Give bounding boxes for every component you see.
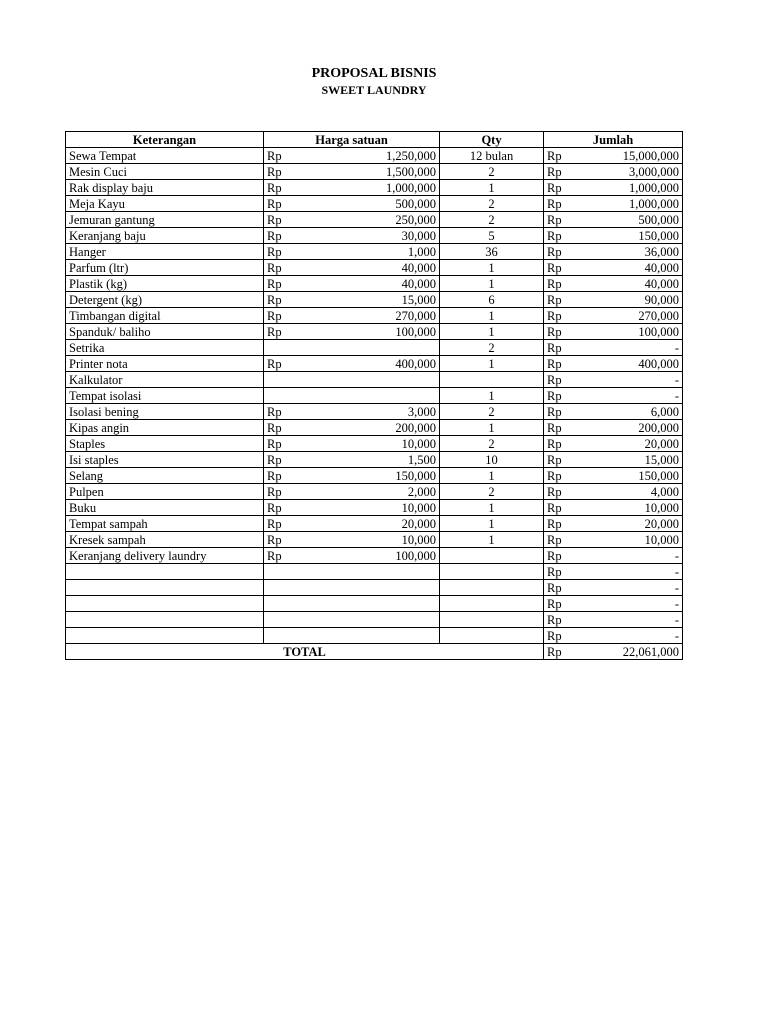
item-cell: Setrika [66, 340, 264, 356]
table-row [66, 244, 683, 260]
table-row [66, 180, 683, 196]
item-cell: Hanger [66, 244, 264, 260]
price-cell: 10,000 [309, 500, 440, 516]
total-currency-cell: Rp [544, 260, 589, 276]
qty-cell: 10 [440, 452, 544, 468]
table-row [66, 500, 683, 516]
total-currency-cell: Rp [544, 452, 589, 468]
table-row [66, 420, 683, 436]
price-currency-cell: Rp [264, 356, 309, 372]
price-cell: 40,000 [309, 260, 440, 276]
price-cell: 270,000 [309, 308, 440, 324]
qty-cell: 1 [440, 516, 544, 532]
price-currency-cell [264, 612, 309, 628]
table-row [66, 164, 683, 180]
price-currency-cell: Rp [264, 452, 309, 468]
price-currency-cell: Rp [264, 260, 309, 276]
amount-cell: - [589, 580, 683, 596]
total-currency-cell: Rp [544, 484, 589, 500]
qty-cell: 2 [440, 484, 544, 500]
amount-cell: - [589, 388, 683, 404]
qty-cell: 1 [440, 260, 544, 276]
item-cell: Printer nota [66, 356, 264, 372]
table-row [66, 548, 683, 564]
total-currency-cell: Rp [544, 196, 589, 212]
item-cell: Tempat sampah [66, 516, 264, 532]
total-currency-cell: Rp [544, 228, 589, 244]
qty-cell: 1 [440, 356, 544, 372]
amount-cell: 1,000,000 [589, 196, 683, 212]
document-title: PROPOSAL BISNIS [311, 66, 437, 81]
price-cell: 1,500 [309, 452, 440, 468]
table-row [66, 388, 683, 404]
total-row [66, 644, 683, 660]
total-currency-cell: Rp [544, 548, 589, 564]
qty-cell: 1 [440, 468, 544, 484]
price-currency-cell: Rp [264, 180, 309, 196]
table-row [66, 324, 683, 340]
amount-cell: 20,000 [589, 436, 683, 452]
item-cell: Staples [66, 436, 264, 452]
amount-cell: 150,000 [589, 468, 683, 484]
amount-cell: 400,000 [589, 356, 683, 372]
price-currency-cell [264, 388, 309, 404]
item-cell: Keranjang delivery laundry [66, 548, 264, 564]
price-currency-cell: Rp [264, 148, 309, 164]
item-cell: Isolasi bening [66, 404, 264, 420]
item-cell [66, 564, 264, 580]
price-currency-cell: Rp [264, 404, 309, 420]
total-currency-cell: Rp [544, 388, 589, 404]
item-cell: Spanduk/ baliho [66, 324, 264, 340]
qty-cell: 1 [440, 388, 544, 404]
total-currency-cell: Rp [544, 180, 589, 196]
amount-cell: - [589, 612, 683, 628]
total-label: TOTAL [66, 644, 544, 660]
price-cell: 30,000 [309, 228, 440, 244]
item-cell: Meja Kayu [66, 196, 264, 212]
table-row [66, 212, 683, 228]
qty-cell: 2 [440, 212, 544, 228]
price-cell: 400,000 [309, 356, 440, 372]
amount-cell: 90,000 [589, 292, 683, 308]
qty-cell: 2 [440, 404, 544, 420]
price-currency-cell: Rp [264, 468, 309, 484]
table-row [66, 532, 683, 548]
item-cell: Jemuran gantung [66, 212, 264, 228]
table-row [66, 516, 683, 532]
item-cell: Selang [66, 468, 264, 484]
price-cell: 1,000 [309, 244, 440, 260]
qty-cell: 2 [440, 436, 544, 452]
price-cell: 10,000 [309, 532, 440, 548]
price-currency-cell [264, 596, 309, 612]
price-currency-cell [264, 372, 309, 388]
qty-cell [440, 372, 544, 388]
price-cell [309, 340, 440, 356]
total-currency-cell: Rp [544, 244, 589, 260]
item-cell: Timbangan digital [66, 308, 264, 324]
total-currency-cell: Rp [544, 516, 589, 532]
total-currency-cell: Rp [544, 500, 589, 516]
item-cell [66, 612, 264, 628]
item-cell: Kipas angin [66, 420, 264, 436]
total-currency-cell: Rp [544, 372, 589, 388]
price-currency-cell: Rp [264, 324, 309, 340]
qty-cell: 2 [440, 340, 544, 356]
table-row [66, 612, 683, 628]
amount-cell: - [589, 628, 683, 644]
total-currency-cell: Rp [544, 532, 589, 548]
table-row [66, 484, 683, 500]
table-row [66, 308, 683, 324]
price-cell [309, 564, 440, 580]
item-cell: Plastik (kg) [66, 276, 264, 292]
price-cell [309, 596, 440, 612]
total-currency-cell: Rp [544, 308, 589, 324]
table-row [66, 148, 683, 164]
table-body [66, 148, 683, 644]
total-currency: Rp [544, 644, 589, 660]
item-cell [66, 580, 264, 596]
total-currency-cell: Rp [544, 324, 589, 340]
qty-cell: 1 [440, 532, 544, 548]
item-cell [66, 628, 264, 644]
amount-cell: - [589, 564, 683, 580]
price-cell: 15,000 [309, 292, 440, 308]
table-row [66, 564, 683, 580]
price-cell [309, 628, 440, 644]
total-currency-cell: Rp [544, 404, 589, 420]
total-currency-cell: Rp [544, 212, 589, 228]
item-cell: Kresek sampah [66, 532, 264, 548]
price-cell [309, 372, 440, 388]
table-row [66, 356, 683, 372]
amount-cell: 36,000 [589, 244, 683, 260]
price-cell [309, 388, 440, 404]
qty-cell: 1 [440, 276, 544, 292]
qty-cell: 1 [440, 180, 544, 196]
item-cell: Rak display baju [66, 180, 264, 196]
budget-table [65, 131, 683, 660]
total-currency-cell: Rp [544, 468, 589, 484]
header-harga-satuan: Harga satuan [264, 132, 440, 148]
qty-cell: 1 [440, 500, 544, 516]
amount-cell: 500,000 [589, 212, 683, 228]
price-cell: 1,000,000 [309, 180, 440, 196]
amount-cell: 150,000 [589, 228, 683, 244]
amount-cell: 100,000 [589, 324, 683, 340]
price-cell: 3,000 [309, 404, 440, 420]
item-cell: Detergent (kg) [66, 292, 264, 308]
qty-cell: 1 [440, 420, 544, 436]
table-row [66, 596, 683, 612]
table-row [66, 196, 683, 212]
amount-cell: 3,000,000 [589, 164, 683, 180]
total-currency-cell: Rp [544, 596, 589, 612]
amount-cell: - [589, 596, 683, 612]
total-currency-cell: Rp [544, 356, 589, 372]
qty-cell: 1 [440, 324, 544, 340]
total-value: 22,061,000 [589, 644, 683, 660]
price-cell: 100,000 [309, 548, 440, 564]
qty-cell [440, 580, 544, 596]
amount-cell: 40,000 [589, 260, 683, 276]
amount-cell: 10,000 [589, 500, 683, 516]
price-cell: 20,000 [309, 516, 440, 532]
amount-cell: 15,000,000 [589, 148, 683, 164]
qty-cell [440, 564, 544, 580]
qty-cell: 36 [440, 244, 544, 260]
table-row [66, 468, 683, 484]
price-currency-cell: Rp [264, 500, 309, 516]
price-cell [309, 580, 440, 596]
price-currency-cell: Rp [264, 212, 309, 228]
qty-cell: 6 [440, 292, 544, 308]
price-cell: 150,000 [309, 468, 440, 484]
amount-cell: 40,000 [589, 276, 683, 292]
price-cell [309, 612, 440, 628]
price-cell: 100,000 [309, 324, 440, 340]
total-currency-cell: Rp [544, 564, 589, 580]
table-row [66, 452, 683, 468]
qty-cell: 2 [440, 196, 544, 212]
table-row [66, 580, 683, 596]
amount-cell: 270,000 [589, 308, 683, 324]
price-currency-cell [264, 580, 309, 596]
qty-cell: 1 [440, 308, 544, 324]
price-cell: 200,000 [309, 420, 440, 436]
price-currency-cell: Rp [264, 516, 309, 532]
total-currency-cell: Rp [544, 580, 589, 596]
header-jumlah: Jumlah [544, 132, 683, 148]
amount-cell: 4,000 [589, 484, 683, 500]
item-cell: Parfum (ltr) [66, 260, 264, 276]
total-currency-cell: Rp [544, 276, 589, 292]
table-row [66, 628, 683, 644]
item-cell: Buku [66, 500, 264, 516]
amount-cell: - [589, 372, 683, 388]
total-currency-cell: Rp [544, 292, 589, 308]
price-currency-cell: Rp [264, 276, 309, 292]
price-currency-cell: Rp [264, 484, 309, 500]
amount-cell: 6,000 [589, 404, 683, 420]
document-subtitle: SWEET LAUNDRY [321, 83, 427, 97]
item-cell [66, 596, 264, 612]
table-row [66, 228, 683, 244]
item-cell: Mesin Cuci [66, 164, 264, 180]
qty-cell: 2 [440, 164, 544, 180]
price-cell: 1,250,000 [309, 148, 440, 164]
price-cell: 500,000 [309, 196, 440, 212]
price-currency-cell: Rp [264, 244, 309, 260]
header-qty: Qty [440, 132, 544, 148]
total-currency-cell: Rp [544, 340, 589, 356]
amount-cell: - [589, 548, 683, 564]
amount-cell: 20,000 [589, 516, 683, 532]
item-cell: Sewa Tempat [66, 148, 264, 164]
price-currency-cell: Rp [264, 228, 309, 244]
price-cell: 10,000 [309, 436, 440, 452]
header-keterangan: Keterangan [66, 132, 264, 148]
table-row [66, 276, 683, 292]
table-row [66, 404, 683, 420]
price-currency-cell: Rp [264, 532, 309, 548]
total-currency-cell: Rp [544, 436, 589, 452]
item-cell: Isi staples [66, 452, 264, 468]
price-cell: 250,000 [309, 212, 440, 228]
total-currency-cell: Rp [544, 148, 589, 164]
price-currency-cell: Rp [264, 420, 309, 436]
qty-cell [440, 612, 544, 628]
table-row [66, 260, 683, 276]
price-currency-cell [264, 628, 309, 644]
price-currency-cell: Rp [264, 196, 309, 212]
table-row [66, 340, 683, 356]
price-currency-cell: Rp [264, 164, 309, 180]
amount-cell: 10,000 [589, 532, 683, 548]
qty-cell: 12 bulan [440, 148, 544, 164]
total-currency-cell: Rp [544, 628, 589, 644]
total-currency-cell: Rp [544, 420, 589, 436]
qty-cell [440, 596, 544, 612]
table-row [66, 372, 683, 388]
total-currency-cell: Rp [544, 164, 589, 180]
price-cell: 2,000 [309, 484, 440, 500]
price-currency-cell [264, 340, 309, 356]
qty-cell [440, 628, 544, 644]
amount-cell: 1,000,000 [589, 180, 683, 196]
item-cell: Kalkulator [66, 372, 264, 388]
price-cell: 1,500,000 [309, 164, 440, 180]
price-currency-cell [264, 564, 309, 580]
total-currency-cell: Rp [544, 612, 589, 628]
amount-cell: - [589, 340, 683, 356]
price-currency-cell: Rp [264, 292, 309, 308]
table-header-row [66, 132, 683, 148]
item-cell: Keranjang baju [66, 228, 264, 244]
table-row [66, 292, 683, 308]
price-currency-cell: Rp [264, 436, 309, 452]
price-cell: 40,000 [309, 276, 440, 292]
amount-cell: 15,000 [589, 452, 683, 468]
item-cell: Tempat isolasi [66, 388, 264, 404]
qty-cell [440, 548, 544, 564]
price-currency-cell: Rp [264, 548, 309, 564]
item-cell: Pulpen [66, 484, 264, 500]
amount-cell: 200,000 [589, 420, 683, 436]
table-row [66, 436, 683, 452]
price-currency-cell: Rp [264, 308, 309, 324]
qty-cell: 5 [440, 228, 544, 244]
